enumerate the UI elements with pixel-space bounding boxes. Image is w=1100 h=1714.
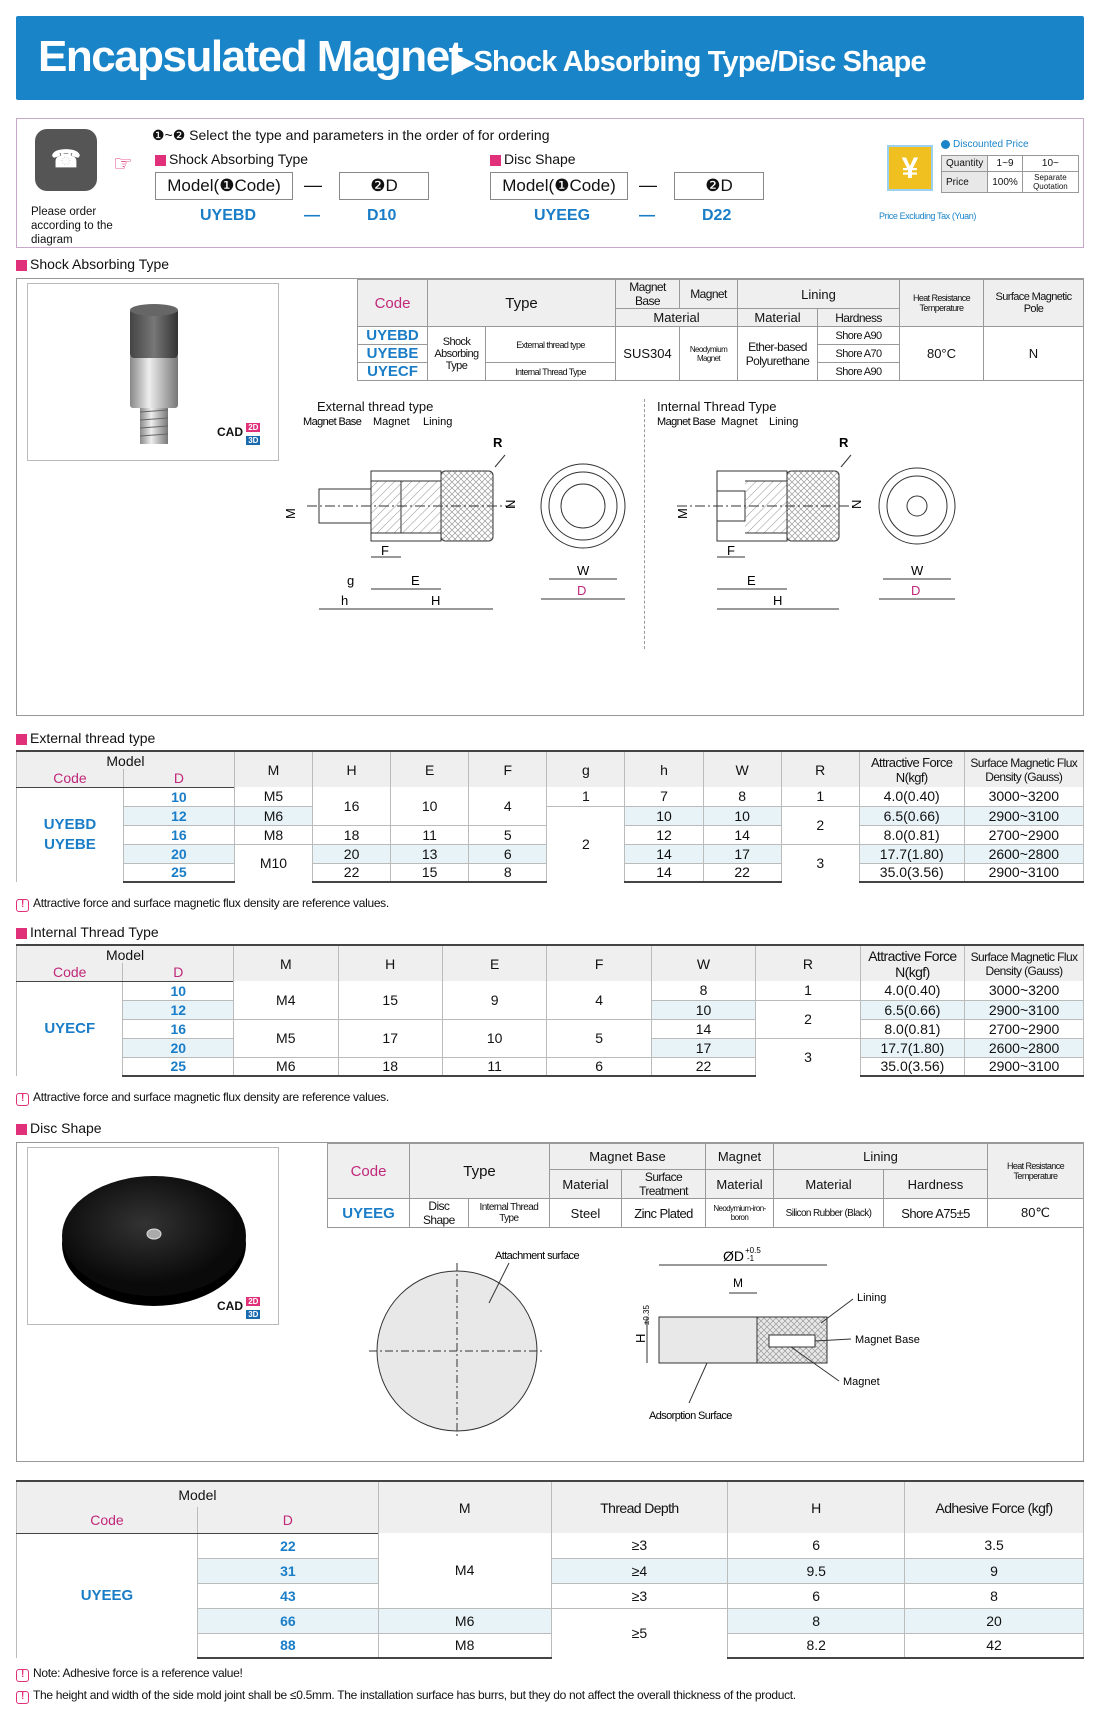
flux-cell: 2700~2900: [965, 1019, 1084, 1038]
svg-text:Magnet: Magnet: [373, 416, 410, 428]
w-cell: 14: [651, 1019, 755, 1038]
svg-text:Magnet Base: Magnet Base: [303, 416, 362, 428]
code-uyeeg: UYEEG: [328, 1199, 410, 1228]
force-cell: 3.5: [905, 1533, 1084, 1558]
cad-badge: CAD 2D 3D: [217, 1297, 259, 1320]
d-cell: 12: [123, 1000, 234, 1019]
th-e: E: [442, 945, 546, 981]
hh-cell: 14: [625, 863, 703, 882]
th-material: Material: [616, 309, 738, 327]
svg-text:E: E: [747, 573, 756, 588]
pole-value: N: [984, 327, 1084, 381]
yen-icon: ¥: [887, 145, 933, 191]
disc-shape-label: Disc Shape: [490, 151, 576, 167]
depth-cell: ≥3: [551, 1533, 728, 1558]
th-d: D: [123, 769, 234, 787]
th-m: M: [234, 751, 312, 787]
phone-note: Please order according to the diagram: [31, 206, 113, 246]
h-cell: 18: [338, 1057, 442, 1076]
svg-text:H: H: [431, 593, 441, 608]
r-cell: 2: [781, 806, 859, 844]
page-subtitle: ▶Shock Absorbing Type/Disc Shape: [452, 46, 926, 78]
price-note: Price Excluding Tax (Yuan): [879, 211, 976, 221]
flux-cell: 2600~2800: [964, 844, 1083, 863]
svg-text:M: M: [283, 508, 298, 519]
shock-example-code: UYEBD: [200, 207, 257, 224]
price-title: Discounted Price: [941, 139, 1029, 150]
h-cell: 22: [313, 863, 391, 882]
disc-section-heading: Disc Shape: [16, 1120, 102, 1136]
force-cell: 8.0(0.81): [859, 825, 964, 844]
depth-cell: ≥3: [551, 1583, 728, 1608]
w-cell: 17: [703, 844, 781, 863]
e-cell: 11: [391, 825, 469, 844]
model-box: Model(❶Code): [155, 172, 293, 200]
svg-text:Lining: Lining: [857, 1292, 887, 1304]
d-cell: 25: [123, 863, 234, 882]
m-cell: M5: [234, 1019, 338, 1057]
warning-icon: !: [16, 1691, 29, 1704]
flux-cell: 2900~3100: [965, 1000, 1084, 1019]
svg-text:Adsorption Surface: Adsorption Surface: [649, 1410, 732, 1422]
model-box: Model(❶Code): [490, 172, 628, 200]
th-d: D: [123, 963, 234, 981]
h-cell: 18: [313, 825, 391, 844]
disc-panel: [16, 1142, 1084, 1462]
dash: —: [304, 175, 322, 195]
ext-thread-diagram: [283, 416, 647, 669]
shock-example-d: D10: [367, 207, 397, 224]
svg-text:Lining: Lining: [423, 416, 453, 428]
svg-text:H: H: [773, 593, 783, 608]
force-cell: 8: [905, 1583, 1084, 1608]
int-thread-diagram: [657, 416, 957, 669]
depth-cell: ≥4: [551, 1558, 728, 1583]
shock-type-label: Shock Absorbing Type: [155, 151, 308, 167]
e-cell: 11: [442, 1057, 546, 1076]
warning-icon: !: [16, 1669, 29, 1682]
d-cell: 43: [197, 1583, 378, 1608]
th-type: Type: [428, 280, 616, 327]
force-cell: 17.7(1.80): [860, 1038, 964, 1057]
heat-value: 80℃: [988, 1199, 1084, 1228]
dash: —: [639, 175, 657, 195]
th-e: E: [391, 751, 469, 787]
th-magnet-base: Magnet Base: [616, 280, 680, 309]
th-code: Code: [358, 280, 428, 327]
w-cell: 17: [651, 1038, 755, 1057]
ordering-box: [16, 118, 1084, 248]
qty-1: 1~9: [988, 156, 1023, 172]
th-force: Attractive Force N(kgf): [859, 751, 964, 787]
svg-text:F: F: [381, 543, 389, 558]
d-box: ❷D: [674, 172, 764, 200]
order-instruction: ❶~❷ Select the type and parameters in the order of for ordering: [152, 127, 550, 143]
page-title: Encapsulated Magnet: [38, 32, 462, 81]
svg-text:N: N: [849, 499, 864, 509]
force-cell: 35.0(3.56): [859, 863, 964, 882]
ext-codes: UYEBD UYEBE: [17, 787, 124, 882]
disc-note-2: ! The height and width of the side mold joint shall be ≤0.5mm. The installation surface has burrs, but they do not affect the overall thickness of the product.: [16, 1688, 796, 1704]
w-cell: 22: [651, 1057, 755, 1076]
price-table: [941, 155, 1079, 193]
th-m: M: [378, 1481, 551, 1533]
w-cell: 10: [651, 1000, 755, 1019]
disc-data-table: [16, 1480, 1084, 1659]
e-cell: 13: [391, 844, 469, 863]
disc-diagram: [377, 1243, 1077, 1453]
h-cell: 20: [313, 844, 391, 863]
h-cell: 17: [338, 1019, 442, 1057]
base-material: Steel: [550, 1199, 622, 1228]
type-shock: Shock Absorbing Type: [428, 327, 486, 381]
w-cell: 10: [703, 806, 781, 825]
th-surface: Surface Treatment: [622, 1170, 706, 1199]
svg-text:E: E: [411, 573, 420, 588]
force-cell: 35.0(3.56): [860, 1057, 964, 1076]
th-h: H: [313, 751, 391, 787]
shock-spec-table: [357, 279, 1084, 381]
th-model: Model: [17, 1481, 379, 1507]
h-cell: 15: [338, 981, 442, 1019]
m-cell: M6: [234, 1057, 338, 1076]
flux-cell: 3000~3200: [964, 787, 1083, 806]
code-uyebd: UYEBD: [358, 327, 428, 345]
d-cell: 31: [197, 1558, 378, 1583]
dash: —: [304, 207, 320, 224]
th-hh: h: [625, 751, 703, 787]
svg-text:R: R: [839, 435, 849, 450]
e-cell: 10: [442, 1019, 546, 1057]
svg-text:Magnet: Magnet: [843, 1376, 880, 1388]
magnet-material: Neodymium Magnet: [680, 327, 738, 381]
disc-note-1: ! Note: Adhesive force is a reference value!: [16, 1666, 243, 1682]
th-magnet-base: Magnet Base: [550, 1144, 706, 1170]
hh-cell: 12: [625, 825, 703, 844]
m-cell: M8: [378, 1633, 551, 1658]
diagram-divider: [644, 399, 645, 649]
flux-cell: 2900~3100: [964, 806, 1083, 825]
int-diagram-title: Internal Thread Type: [657, 399, 777, 414]
g-cell: 2: [547, 806, 625, 882]
dash: —: [639, 207, 655, 224]
th-lining: Lining: [738, 280, 900, 309]
th-depth: Thread Depth: [551, 1481, 728, 1533]
th-h: H: [728, 1481, 905, 1533]
warning-icon: !: [16, 899, 29, 912]
svg-text:W: W: [911, 563, 924, 578]
force-cell: 6.5(0.66): [860, 1000, 964, 1019]
w-cell: 8: [703, 787, 781, 806]
th-force: Attractive Force N(kgf): [860, 945, 964, 981]
d-cell: 10: [123, 981, 234, 1000]
r-cell: 2: [756, 1000, 860, 1038]
d-cell: 12: [123, 806, 234, 825]
d-cell: 25: [123, 1057, 234, 1076]
force-cell: 17.7(1.80): [859, 844, 964, 863]
ext-thread-table: [16, 750, 1084, 883]
lining-material: Silicon Rubber (Black): [774, 1199, 884, 1228]
th-hardness: Hardness: [818, 309, 900, 327]
price-box: [879, 139, 1079, 229]
disc-example-d: D22: [702, 207, 732, 224]
g-cell: 1: [547, 787, 625, 806]
th-magnet-material: Material: [706, 1170, 774, 1199]
e-cell: 10: [391, 787, 469, 825]
th-pole: Surface Magnetic Pole: [984, 280, 1084, 327]
svg-text:M: M: [675, 508, 690, 519]
th-f: F: [547, 945, 651, 981]
h-cell: 6: [728, 1583, 905, 1608]
th-type: Type: [410, 1144, 550, 1199]
svg-text:D: D: [911, 583, 921, 598]
d-cell: 66: [197, 1608, 378, 1633]
th-lining-material: Material: [774, 1170, 884, 1199]
f-cell: 6: [547, 1057, 651, 1076]
svg-text:Magnet: Magnet: [721, 416, 758, 428]
th-heat: Heat Resistance Temperature: [900, 280, 984, 327]
flux-cell: 3000~3200: [965, 981, 1084, 1000]
int-thread-table: [16, 944, 1084, 1077]
m-cell: M5: [234, 787, 312, 806]
force-cell: 4.0(0.40): [859, 787, 964, 806]
type-internal: Internal Thread Type: [486, 363, 616, 381]
lining-material: Ether-based Polyurethane: [738, 327, 818, 381]
ext-table-heading: External thread type: [16, 730, 155, 746]
f-cell: 8: [469, 863, 547, 882]
d-cell: 20: [123, 844, 234, 863]
force-cell: 6.5(0.66): [859, 806, 964, 825]
svg-text:ØD: ØD: [723, 1248, 744, 1264]
th-flux: Surface Magnetic Flux Density (Gauss): [964, 751, 1083, 787]
shock-section-heading: Shock Absorbing Type: [16, 256, 169, 272]
cad-badge: CAD 2D 3D: [217, 423, 259, 446]
th-hardness: Hardness: [884, 1170, 988, 1199]
label-r: R: [493, 435, 503, 450]
svg-text:M: M: [733, 1276, 743, 1290]
d-cell: 88: [197, 1633, 378, 1658]
f-cell: 6: [469, 844, 547, 863]
svg-text:D: D: [577, 583, 587, 598]
f-cell: 4: [469, 787, 547, 825]
flux-cell: 2900~3100: [965, 1057, 1084, 1076]
svg-text:F: F: [727, 543, 735, 558]
m-cell: M8: [234, 825, 312, 844]
m-cell: M4: [378, 1533, 551, 1608]
d-cell: 20: [123, 1038, 234, 1057]
svg-text:Attachment surface: Attachment surface: [495, 1250, 579, 1262]
svg-text:h: h: [341, 593, 349, 608]
force-cell: 4.0(0.40): [860, 981, 964, 1000]
f-cell: 4: [547, 981, 651, 1019]
th-m: M: [234, 945, 338, 981]
h-cell: 8: [728, 1608, 905, 1633]
force-cell: 20: [905, 1608, 1084, 1633]
phone-24-icon: ☎: [35, 129, 97, 191]
code-uyebe: UYEBE: [358, 345, 428, 363]
svg-text:Magnet Base: Magnet Base: [855, 1334, 920, 1346]
th-lining-material: Material: [738, 309, 818, 327]
force-cell: 9: [905, 1558, 1084, 1583]
e-cell: 15: [391, 863, 469, 882]
d-cell: 22: [197, 1533, 378, 1558]
th-r: R: [781, 751, 859, 787]
svg-text:g: g: [347, 573, 355, 588]
th-force: Adhesive Force (kgf): [905, 1481, 1084, 1533]
th-g: g: [547, 751, 625, 787]
h-cell: 6: [728, 1533, 905, 1558]
flux-cell: 2700~2900: [964, 825, 1083, 844]
svg-text:Magnet Base: Magnet Base: [657, 416, 716, 428]
th-code: Code: [17, 963, 123, 981]
price-2: Separate Quotation: [1022, 172, 1078, 193]
f-cell: 5: [547, 1019, 651, 1057]
th-f: F: [469, 751, 547, 787]
th-base-material: Material: [550, 1170, 622, 1199]
hh-cell: 7: [625, 787, 703, 806]
svg-text:W: W: [577, 563, 590, 578]
th-h: H: [338, 945, 442, 981]
qty-label: Quantity: [942, 156, 988, 172]
svg-text:+0.5: +0.5: [745, 1246, 761, 1255]
svg-text:H: H: [633, 1333, 648, 1343]
th-d: D: [197, 1507, 378, 1533]
th-model: Model: [17, 751, 235, 769]
flux-cell: 2600~2800: [965, 1038, 1084, 1057]
code-uyecf: UYECF: [358, 363, 428, 381]
hardness-3: Shore A90: [818, 363, 900, 381]
th-heat: Heat Resistance Temperature: [988, 1144, 1084, 1199]
h-cell: 9.5: [728, 1558, 905, 1583]
svg-text:N: N: [503, 499, 518, 509]
d-box: ❷D: [339, 172, 429, 200]
d-cell: 16: [123, 825, 234, 844]
w-cell: 14: [703, 825, 781, 844]
svg-text:±0.35: ±0.35: [642, 1305, 651, 1325]
disc-spec-table: [327, 1143, 1084, 1228]
warning-icon: !: [16, 1093, 29, 1106]
type-disc: Disc Shape: [410, 1199, 469, 1228]
r-cell: 1: [756, 981, 860, 1000]
disc-example-code: UYEEG: [534, 207, 591, 224]
th-w: W: [651, 945, 755, 981]
int-table-heading: Internal Thread Type: [16, 924, 159, 940]
hh-cell: 14: [625, 844, 703, 863]
th-code: Code: [328, 1144, 410, 1199]
e-cell: 9: [442, 981, 546, 1019]
pointing-hand-icon: ☞: [113, 151, 133, 176]
type-external: External thread type: [486, 327, 616, 363]
th-r: R: [756, 945, 860, 981]
force-cell: 8.0(0.81): [860, 1019, 964, 1038]
r-cell: 1: [781, 787, 859, 806]
f-cell: 5: [469, 825, 547, 844]
magnet-material: Neodymium-iron-boron: [706, 1199, 774, 1228]
r-cell: 3: [781, 844, 859, 882]
w-cell: 22: [703, 863, 781, 882]
page-header: [16, 16, 1084, 100]
heat-value: 80°C: [900, 327, 984, 381]
square-bullet-icon: [490, 155, 501, 166]
hardness-2: Shore A70: [818, 345, 900, 363]
th-flux: Surface Magnetic Flux Density (Gauss): [965, 945, 1084, 981]
price-label: Price: [942, 172, 988, 193]
hardness-1: Shore A90: [818, 327, 900, 345]
m-cell: M6: [378, 1608, 551, 1633]
h-cell: 8.2: [728, 1633, 905, 1658]
m-cell: M6: [234, 806, 312, 825]
d-cell: 10: [123, 787, 234, 806]
int-code: UYECF: [17, 981, 123, 1076]
shock-panel: [16, 278, 1084, 716]
surface-treatment: Zinc Plated: [622, 1199, 706, 1228]
th-w: W: [703, 751, 781, 787]
square-bullet-icon: [155, 155, 166, 166]
svg-text:Lining: Lining: [769, 416, 799, 428]
th-model: Model: [17, 945, 234, 963]
svg-text:-1: -1: [747, 1254, 755, 1263]
type-internal: Internal Thread Type: [468, 1199, 549, 1228]
th-lining: Lining: [774, 1144, 988, 1170]
th-magnet: Magnet: [680, 280, 738, 309]
qty-2: 10~: [1022, 156, 1078, 172]
depth-cell: ≥5: [551, 1608, 728, 1658]
hardness: Shore A75±5: [884, 1199, 988, 1228]
m-cell: M4: [234, 981, 338, 1019]
d-cell: 16: [123, 1019, 234, 1038]
w-cell: 8: [651, 981, 755, 1000]
m-cell: M10: [234, 844, 312, 882]
force-cell: 42: [905, 1633, 1084, 1658]
price-1: 100%: [988, 172, 1023, 193]
h-cell: 16: [313, 787, 391, 825]
hh-cell: 10: [625, 806, 703, 825]
int-note: ! Attractive force and surface magnetic flux density are reference values.: [16, 1090, 389, 1106]
base-material: SUS304: [616, 327, 680, 381]
th-code: Code: [17, 1507, 198, 1533]
r-cell: 3: [756, 1038, 860, 1076]
flux-cell: 2900~3100: [964, 863, 1083, 882]
ext-diagram-title: External thread type: [317, 399, 434, 414]
ext-note: ! Attractive force and surface magnetic flux density are reference values.: [16, 896, 389, 912]
th-magnet: Magnet: [706, 1144, 774, 1170]
th-code: Code: [17, 769, 124, 787]
disc-code: UYEEG: [17, 1533, 198, 1658]
